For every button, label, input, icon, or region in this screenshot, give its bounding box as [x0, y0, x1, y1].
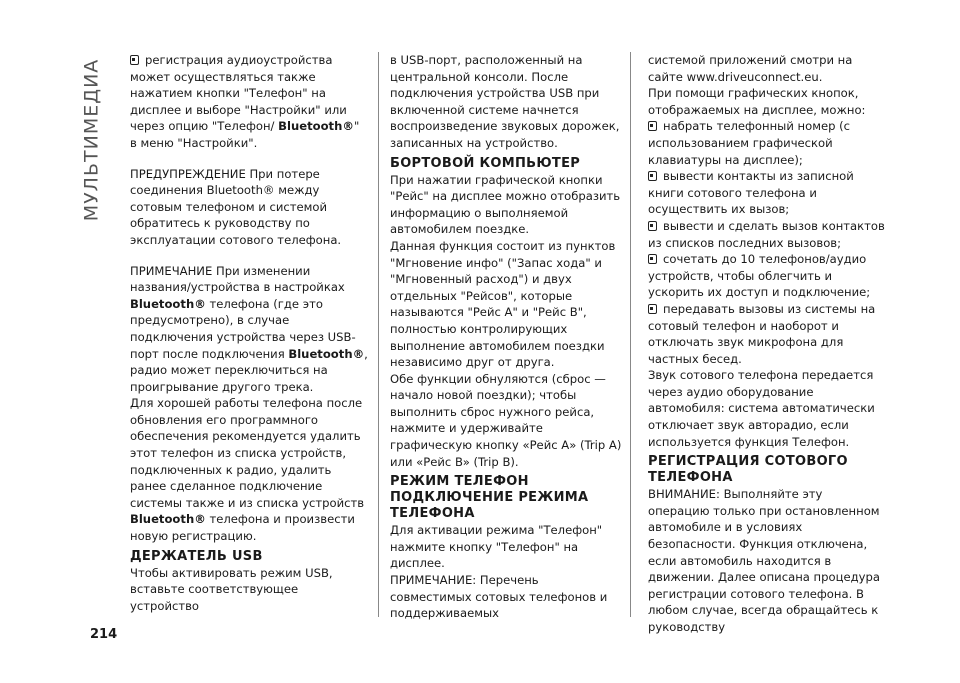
paragraph: регистрация аудиоустройства может осуществляться также нажатием кнопки "Телефон" на дисплее и выборе "Настройки" или через опцию "Телефон/ Bluetooth®" в меню "Настройки". — [130, 53, 360, 150]
paragraph: При нажатии графической кнопки "Рейс" на дисплее можно отобразить информацию о выполняемой автомобилем поездке. — [390, 172, 621, 237]
column-divider — [630, 52, 631, 617]
list-item: вывести контакты из записной книги сотового телефона и осуществить их вызов; — [648, 169, 854, 217]
text-column-1 — [130, 52, 368, 614]
bullet-icon — [130, 55, 139, 65]
paragraph: Для хорошей работы телефона после обновления его программного обеспечения рекомендуется удалить этот телефон из списка устройств, подключенных к радио, удалить ранее сделанное подключение системы также и из списка устройств Bluetooth® телефона и произвести новую регистрацию. — [130, 396, 365, 544]
paragraph: Звук сотового телефона передается через аудио оборудование автомобиля: система автоматически отключает звук авторадио, если используется функция Телефон. — [648, 368, 875, 449]
warning-paragraph: ВНИМАНИЕ: Выполняйте эту операцию только при остановленном автомобиле и в условиях безопасности. Функция отключена, если автомобиль находится в движении. Далее описана процедура регистрации сотового телефона. В любом случае, всегда обращайтесь к руководству — [648, 487, 880, 634]
column-divider — [378, 52, 379, 617]
list-item: сочетать до 10 телефонов/аудио устройств, чтобы облегчить и ускорить их доступ и подключение; — [648, 252, 871, 300]
bullet-icon — [648, 254, 657, 264]
list-item: набрать телефонный номер (с использованием графической клавиатуры на дисплее); — [648, 119, 851, 167]
paragraph: Чтобы активировать режим USB, вставьте соответствующее устройство — [130, 565, 333, 613]
section-heading: РЕГИСТРАЦИЯ СОТОВОГО ТЕЛЕФОНА — [648, 454, 848, 486]
bullet-icon — [648, 171, 657, 181]
paragraph: При помощи графических кнопок, отображаемых на дисплее, можно: — [648, 86, 866, 117]
section-heading: РЕЖИМ ТЕЛЕФОН ПОДКЛЮЧЕНИЕ РЕЖИМА ТЕЛЕФОНА — [390, 474, 589, 522]
section-heading: ДЕРЖАТЕЛЬ USB — [130, 548, 263, 564]
section-title — [76, 55, 106, 225]
note-paragraph: ПРИМЕЧАНИЕ: Перечень совместимых сотовых телефонов и поддерживаемых — [390, 573, 608, 621]
paragraph: в USB-порт, расположенный на центральной консоли. После подключения устройства USB при включенной системе начнется воспроизведение звуковых дорожек, записанных на устройство. — [390, 53, 620, 150]
text-column-3 — [648, 52, 886, 636]
paragraph: Для активации режима "Телефон" нажмите кнопку "Телефон" на дисплее. — [390, 523, 603, 571]
text-column-2 — [390, 52, 622, 622]
bullet-icon — [648, 221, 657, 231]
paragraph: системой приложений смотри на сайте www.driveuconnect.eu. — [648, 53, 853, 84]
note-paragraph: ПРИМЕЧАНИЕ При изменении названия/устройства в настройках Bluetooth® телефона (где это предусмотрено), в случае подключения устройства через USB-порт после подключения Bluetooth®, радио может переключиться на проигрывание другого трека. — [130, 263, 368, 394]
bullet-icon — [648, 121, 657, 131]
paragraph: Данная функция состоит из пунктов "Мгновение инфо" ("Запас хода" и "Мгновенный расход") и двух отдельных "Рейсов", которые называются "Рейс A" и "Рейс B", полностью контролирующих выполнение автомобилем поездки независимо друг от друга. — [390, 238, 616, 370]
list-item: передавать вызовы из системы на сотовый телефон и наоборот и отключать звук микрофона для частных бесед. — [648, 301, 876, 366]
paragraph: Обе функции обнуляются (сброс — начало новой поездки); чтобы выполнить сброс нужного рейса, нажмите и удерживайте графическую кнопку «Рейс A» (Trip A) или «Рейс B» (Trip B). — [390, 371, 622, 469]
section-heading: БОРТОВОЙ КОМПЬЮТЕР — [390, 155, 581, 171]
section-title-text: МУЛЬТИМЕДИА — [80, 58, 103, 222]
page-number: 214 — [90, 627, 118, 642]
bullet-icon — [648, 304, 657, 314]
warning-paragraph: ПРЕДУПРЕЖДЕНИЕ При потере соединения Bluetooth® между сотовым телефоном и системой обратитесь к руководству по эксплуатации сотового телефона. — [130, 166, 342, 247]
list-item: вывести и сделать вызов контактов из списков последних вызовов; — [648, 218, 885, 250]
